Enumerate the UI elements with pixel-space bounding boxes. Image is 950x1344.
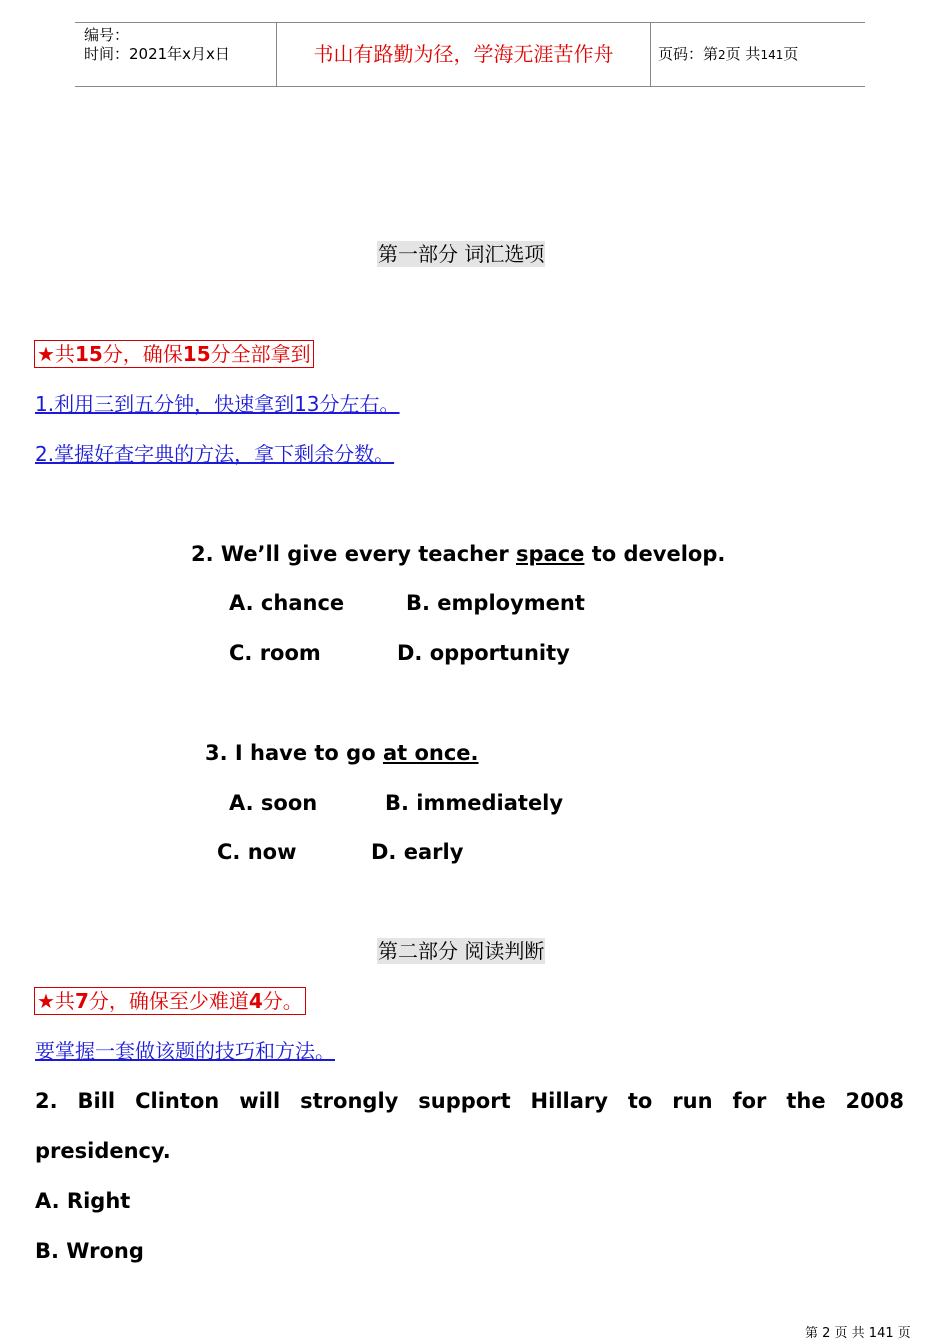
part2-score-box: ★共7分，确保至少难道4分。 [34,987,306,1015]
header-motto-cell [276,23,651,86]
doc-number-label: 编号： [84,26,130,44]
part1-tip-2[interactable]: 2.掌握好查字典的方法，拿下剩余分数。 [35,442,395,466]
page-footer: 第 2 页 共 141 页 [805,1326,911,1341]
question-3-text: 3. I have to go at once. [205,741,479,765]
part1-tip-1[interactable]: 1.利用三到五分钟，快速拿到13分左右。 [35,392,400,416]
part1-score-box: ★共15分，确保15分全部拿到 [34,340,314,368]
reading-question-line-2: presidency. [35,1139,171,1163]
q2-option-d: D. opportunity [397,641,570,665]
motto-text: 书山有路勤为径，学海无涯苦作舟 [313,42,614,66]
reading-option-a: A. Right [35,1189,131,1213]
header-info-cell [75,23,276,86]
reading-option-b: B. Wrong [35,1239,144,1263]
question-2-text: 2. We’ll give every teacher space to develop. [191,542,726,566]
part1-title: 第一部分 词汇选项 [378,242,545,266]
page-number-label: 页码：第2页 共141页 [658,45,799,63]
header-page-cell [650,23,865,86]
q2-option-c: C. room [229,641,321,665]
q3-option-d: D. early [371,840,464,864]
document-header [75,22,865,87]
q3-option-c: C. now [217,840,297,864]
reading-question-line-1: 2. Bill Clinton will strongly support Hillary to run for the 2008 [35,1089,904,1113]
doc-time-label: 时间：2021年x月x日 [84,45,230,63]
q2-option-a: A. chance [229,591,345,615]
q3-option-b: B. immediately [385,791,564,815]
part2-title: 第二部分 阅读判断 [378,939,545,963]
part2-tip[interactable]: 要掌握一套做该题的技巧和方法。 [35,1039,335,1063]
q2-option-b: B. employment [406,591,585,615]
q3-option-a: A. soon [229,791,318,815]
